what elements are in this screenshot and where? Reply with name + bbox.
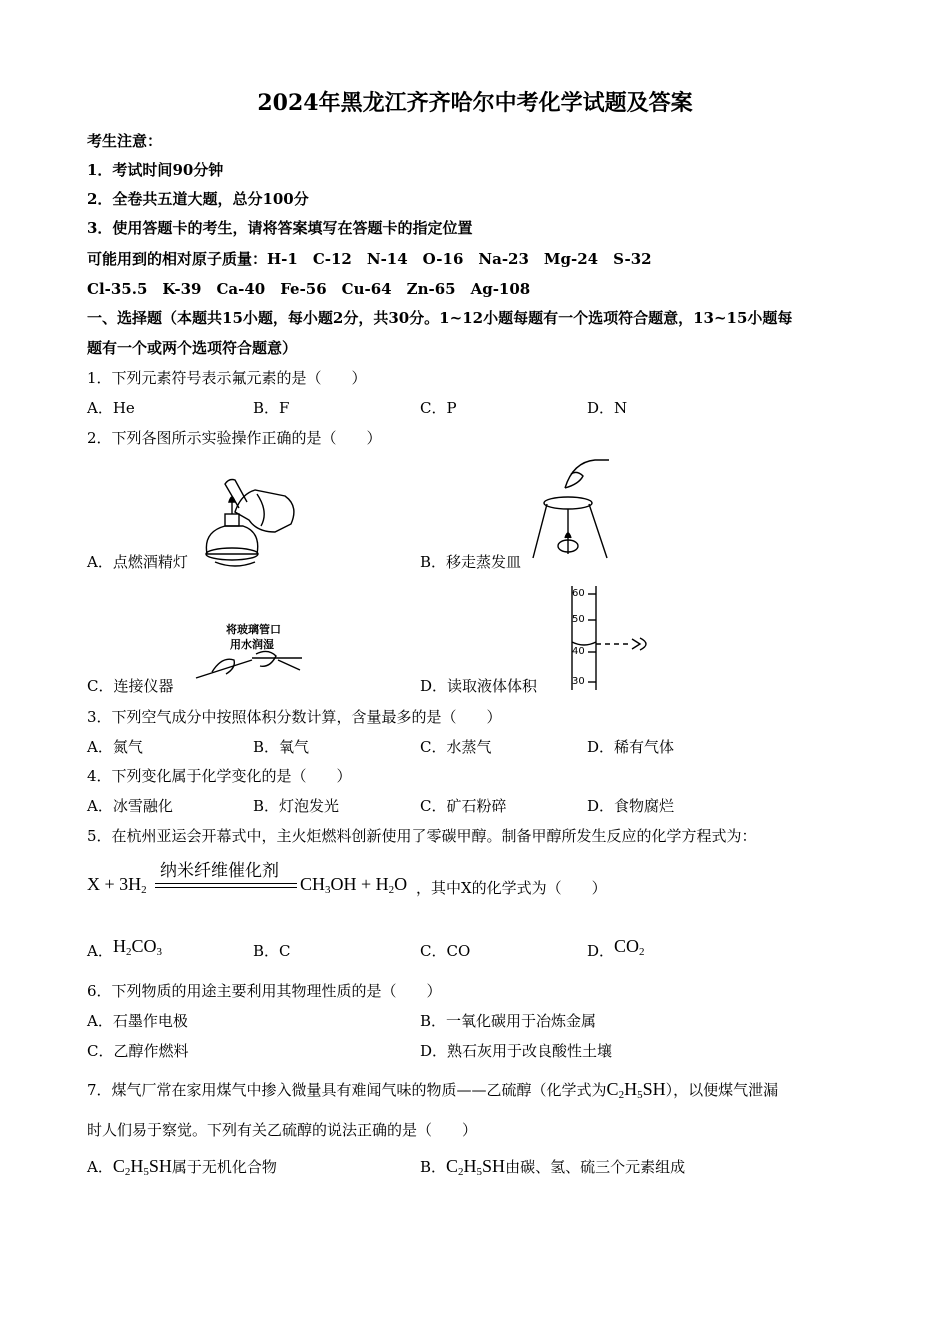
q3-option-a: A．氮气 [87,738,143,756]
notice-item-1: 1．考试时间90分钟 [87,161,224,179]
q5-equation-line-top [155,883,297,884]
q5-catalyst-label: 纳米纤维催化剂 [160,861,279,881]
q4-option-a: A．冰雪融化 [87,797,173,815]
q6-option-d: D．熟石灰用于改良酸性土壤 [420,1042,613,1060]
q2-c-note-line-2: 用水润湿 [230,638,274,651]
q7-option-a: A．$C_2H_5SH$属于无机化合物 [87,1156,277,1178]
q2-option-c: C．连接仪器 [87,677,174,695]
evaporating-dish-figure [525,458,630,564]
q1-option-d: D．N [587,399,628,417]
q2-stem: 2．下列各图所示实验操作正确的是（ ） [87,429,382,447]
q2-option-d: D．读取液体体积 [420,677,538,695]
q7-stem-line-2: 时人们易于察觉。下列有关乙硫醇的说法正确的是（ ） [87,1121,478,1139]
q1-option-c: C．P [420,399,457,417]
notice-item-2: 2．全卷共五道大题，总分100分 [87,190,309,208]
connect-apparatus-figure [192,648,308,684]
q2-option-b: B．移走蒸发皿 [420,553,522,571]
q2-option-a: A．点燃酒精灯 [87,553,188,571]
q3-option-d: D．稀有气体 [587,738,675,756]
page-title: 2024年黑龙江齐齐哈尔中考化学试题及答案 [257,90,693,116]
q1-stem: 1．下列元素符号表示氟元素的是（ ） [87,369,367,387]
q6-option-b: B．一氧化碳用于冶炼金属 [420,1012,597,1030]
q5-option-d-label: D． [587,942,615,960]
q4-option-c: C．矿石粉碎 [420,797,507,815]
q5-equation-left: $X + 3H_2$ [87,874,147,896]
q3-stem: 3．下列空气成分中按照体积分数计算，含量最多的是（ ） [87,708,502,726]
q5-option-c: C．CO [420,942,471,960]
q7-stem-line-1: 7．煤气厂常在家用煤气中掺入微量具有难闻气味的物质——乙硫醇（化学式为$C_2H_5SH$），以便煤气泄漏 [87,1079,779,1101]
q7-option-b: B．$C_2H_5SH$由碳、氢、硫三个元素组成 [420,1156,686,1178]
section-1-heading: 一、选择题（本题共15小题，每小题2分，共30分。1~12小题每题有一个选项符合题意，13~15小题每 [87,309,793,327]
q4-option-d: D．食物腐烂 [587,797,675,815]
q5-equation-line-bottom [155,887,297,888]
q5-equation-right: $CH_3OH + H_2O$ [300,874,408,896]
notice-heading: 考生注意： [87,132,163,150]
section-1-heading-cont: 题有一个或两个选项符合题意） [87,339,298,357]
q4-stem: 4．下列变化属于化学变化的是（ ） [87,767,352,785]
cylinder-tick-30: 30 [572,676,585,687]
q6-stem: 6．下列物质的用途主要利用其物理性质的是（ ） [87,982,442,1000]
atomic-masses-line-2: Cl-35.5 K-39 Ca-40 Fe-56 Cu-64 Zn-65 Ag-108 [87,280,531,298]
cylinder-tick-40: 40 [572,646,585,657]
q4-option-b: B．灯泡发光 [253,797,340,815]
alcohol-lamp-figure [195,472,305,572]
q6-option-a: A．石墨作电极 [87,1012,188,1030]
atomic-masses-line-1: 可能用到的相对原子质量：H-1 C-12 N-14 O-16 Na-23 Mg-24 S-32 [87,250,652,268]
q6-option-c: C．乙醇作燃料 [87,1042,189,1060]
q5-option-b: B．C [253,942,291,960]
cylinder-tick-50: 50 [572,614,585,625]
q3-option-c: C．水蒸气 [420,738,492,756]
q5-option-a-label: A． [87,942,113,960]
q1-option-b: B．F [253,399,290,417]
q5-stem: 5．在杭州亚运会开幕式中，主火炬燃料创新使用了零碳甲醇。制备甲醇所发生反应的化学方程式为： [87,827,757,845]
q5-option-d-formula: $CO_2$ [614,936,645,958]
q2-c-note-line-1: 将玻璃管口 [226,623,281,636]
notice-item-3: 3．使用答题卡的考生，请将答案填写在答题卡的指定位置 [87,219,473,237]
q3-option-b: B．氧气 [253,738,310,756]
q1-option-a: A．He [87,399,135,417]
q5-option-a-formula: $H_2CO_3$ [113,936,163,958]
q5-stem-tail: ，其中X的化学式为（ ） [416,879,607,897]
cylinder-tick-60: 60 [572,588,585,599]
